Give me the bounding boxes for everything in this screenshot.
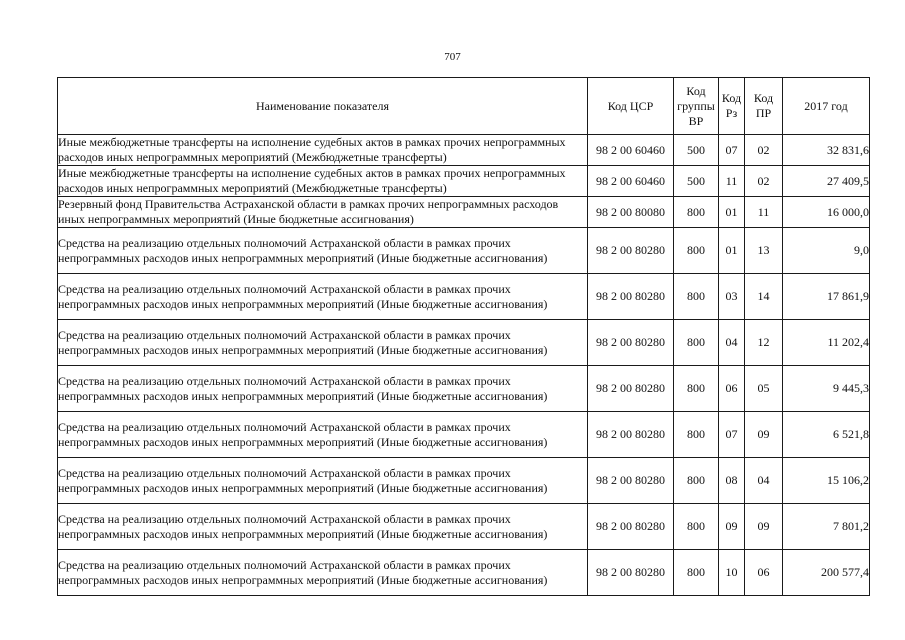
row-name: Средства на реализацию отдельных полномочий Астраханской области в рамках прочих непрограммных расходов иных непрограммных мероприятий (Иные бюджетные ассигнования) [58, 274, 588, 320]
row-rz-code: 07 [719, 412, 745, 458]
row-vr-code: 800 [674, 366, 719, 412]
table-row [58, 166, 870, 197]
row-vr-code: 500 [674, 166, 719, 197]
row-vr-code: 800 [674, 320, 719, 366]
table-row [58, 274, 870, 320]
row-vr-code: 500 [674, 135, 719, 166]
row-pr-code: 05 [745, 366, 783, 412]
row-csr-code: 98 2 00 80280 [588, 504, 674, 550]
row-pr-code: 04 [745, 458, 783, 504]
table-row [58, 458, 870, 504]
table-row [58, 550, 870, 596]
row-pr-code: 02 [745, 166, 783, 197]
header-rz-code: Код Рз [719, 78, 745, 135]
row-name: Средства на реализацию отдельных полномочий Астраханской области в рамках прочих непрограммных расходов иных непрограммных мероприятий (Иные бюджетные ассигнования) [58, 550, 588, 596]
row-pr-code: 11 [745, 197, 783, 228]
row-amount: 27 409,5 [783, 166, 870, 197]
row-name: Иные межбюджетные трансферты на исполнение судебных актов в рамках прочих непрограммных расходов иных непрограммных мероприятий (Межбюджетные трансферты) [58, 166, 588, 197]
row-csr-code: 98 2 00 80280 [588, 274, 674, 320]
table-row [58, 412, 870, 458]
row-vr-code: 800 [674, 504, 719, 550]
row-amount: 7 801,2 [783, 504, 870, 550]
row-csr-code: 98 2 00 80280 [588, 458, 674, 504]
row-amount: 32 831,6 [783, 135, 870, 166]
row-name: Средства на реализацию отдельных полномочий Астраханской области в рамках прочих непрограммных расходов иных непрограммных мероприятий (Иные бюджетные ассигнования) [58, 504, 588, 550]
row-name: Иные межбюджетные трансферты на исполнение судебных актов в рамках прочих непрограммных расходов иных непрограммных мероприятий (Межбюджетные трансферты) [58, 135, 588, 166]
table-header-row [58, 78, 870, 135]
row-rz-code: 01 [719, 228, 745, 274]
row-name: Средства на реализацию отдельных полномочий Астраханской области в рамках прочих непрограммных расходов иных непрограммных мероприятий (Иные бюджетные ассигнования) [58, 228, 588, 274]
row-amount: 200 577,4 [783, 550, 870, 596]
row-csr-code: 98 2 00 80080 [588, 197, 674, 228]
header-year: 2017 год [783, 78, 870, 135]
row-amount: 9,0 [783, 228, 870, 274]
row-name: Средства на реализацию отдельных полномочий Астраханской области в рамках прочих непрограммных расходов иных непрограммных мероприятий (Иные бюджетные ассигнования) [58, 320, 588, 366]
row-vr-code: 800 [674, 412, 719, 458]
table-row [58, 366, 870, 412]
row-rz-code: 06 [719, 366, 745, 412]
table-row [58, 135, 870, 166]
row-vr-code: 800 [674, 197, 719, 228]
row-vr-code: 800 [674, 458, 719, 504]
row-amount: 17 861,9 [783, 274, 870, 320]
table-row [58, 320, 870, 366]
header-vr-code: Код группы ВР [674, 78, 719, 135]
row-csr-code: 98 2 00 80280 [588, 228, 674, 274]
row-amount: 16 000,0 [783, 197, 870, 228]
row-vr-code: 800 [674, 274, 719, 320]
row-amount: 6 521,8 [783, 412, 870, 458]
row-csr-code: 98 2 00 80280 [588, 412, 674, 458]
row-rz-code: 10 [719, 550, 745, 596]
header-csr-code: Код ЦСР [588, 78, 674, 135]
row-csr-code: 98 2 00 60460 [588, 135, 674, 166]
row-csr-code: 98 2 00 80280 [588, 550, 674, 596]
row-pr-code: 06 [745, 550, 783, 596]
table-row [58, 504, 870, 550]
row-csr-code: 98 2 00 80280 [588, 320, 674, 366]
row-amount: 9 445,3 [783, 366, 870, 412]
row-pr-code: 09 [745, 412, 783, 458]
row-name: Средства на реализацию отдельных полномочий Астраханской области в рамках прочих непрограммных расходов иных непрограммных мероприятий (Иные бюджетные ассигнования) [58, 412, 588, 458]
row-pr-code: 12 [745, 320, 783, 366]
row-amount: 15 106,2 [783, 458, 870, 504]
row-name: Резервный фонд Правительства Астраханской области в рамках прочих непрограммных расходов иных непрограммных мероприятий (Иные бюджетные ассигнования) [58, 197, 588, 228]
row-rz-code: 04 [719, 320, 745, 366]
row-rz-code: 01 [719, 197, 745, 228]
row-name: Средства на реализацию отдельных полномочий Астраханской области в рамках прочих непрограммных расходов иных непрограммных мероприятий (Иные бюджетные ассигнования) [58, 458, 588, 504]
table-row [58, 197, 870, 228]
row-pr-code: 09 [745, 504, 783, 550]
row-csr-code: 98 2 00 60460 [588, 166, 674, 197]
row-vr-code: 800 [674, 550, 719, 596]
row-pr-code: 14 [745, 274, 783, 320]
row-vr-code: 800 [674, 228, 719, 274]
page-number: 707 [444, 51, 461, 63]
row-csr-code: 98 2 00 80280 [588, 366, 674, 412]
header-name: Наименование показателя [58, 78, 588, 135]
row-pr-code: 02 [745, 135, 783, 166]
row-name: Средства на реализацию отдельных полномочий Астраханской области в рамках прочих непрограммных расходов иных непрограммных мероприятий (Иные бюджетные ассигнования) [58, 366, 588, 412]
row-rz-code: 08 [719, 458, 745, 504]
row-rz-code: 09 [719, 504, 745, 550]
row-rz-code: 11 [719, 166, 745, 197]
table-row [58, 228, 870, 274]
row-pr-code: 13 [745, 228, 783, 274]
row-rz-code: 03 [719, 274, 745, 320]
row-amount: 11 202,4 [783, 320, 870, 366]
row-rz-code: 07 [719, 135, 745, 166]
budget-table [57, 77, 870, 596]
header-pr-code: Код ПР [745, 78, 783, 135]
